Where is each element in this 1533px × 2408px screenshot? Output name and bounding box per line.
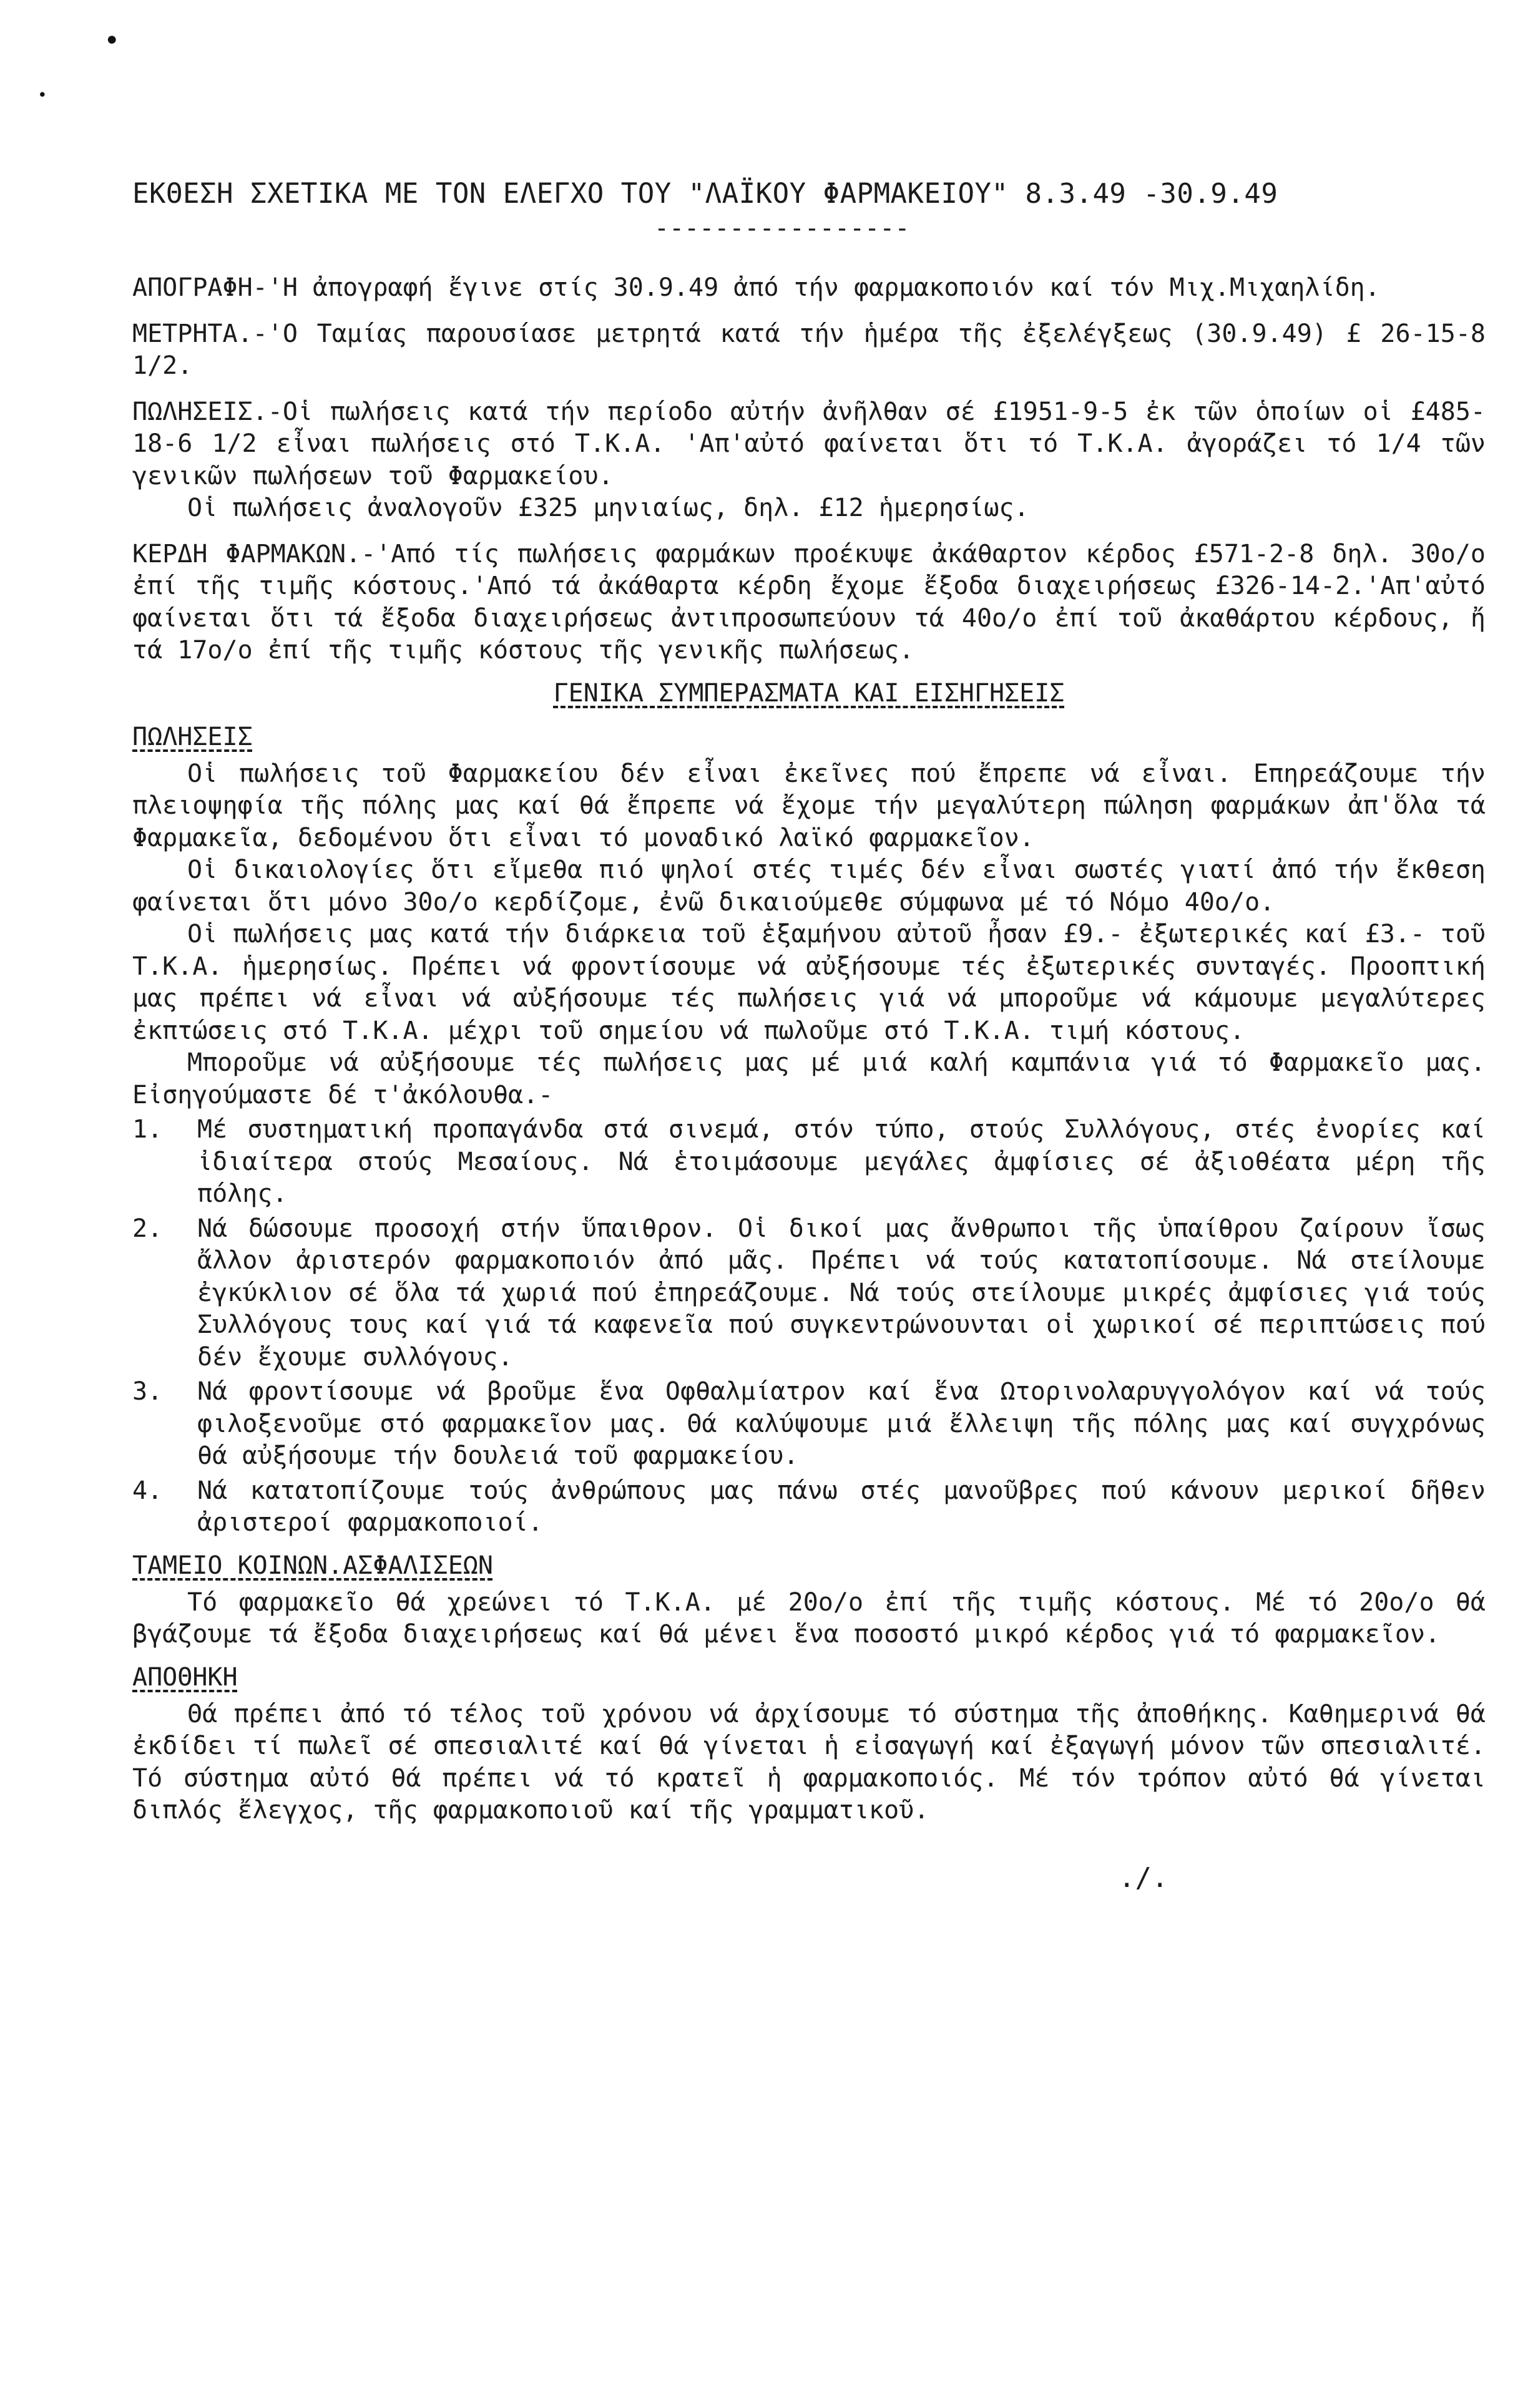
recommendation-number: 1. — [132, 1115, 163, 1144]
document-page — [132, 176, 1486, 1897]
profit-paragraph: ΚΕΡΔΗ ΦΑΡΜΑΚΩΝ.-'Από τίς πωλήσεις φαρμάκων προέκυψε ἀκάθαρτον κέρδος £571-2-8 δηλ. 30ο/ο ἐπί τῆς τιμῆς κόστους.'Από τά ἀκάθαρτα κέρδη ἔχομε ἔξοδα διαχειρήσεως £326-14-2.'Απ'αὐτό φαίνεται ὅτι τά ἔξοδα διαχειρήσεως ἀντιπροσωπεύουν τά 40ο/ο ἐπί τοῦ ἀκαθάρτου κέρδους, ἤ τά 17ο/ο ἐπί τῆς τιμῆς κόστους τῆς γενικῆς πωλήσεως. — [132, 539, 1486, 665]
sales-summary-paragraph: ΠΩΛΗΣΕΙΣ.-Οἱ πωλήσεις κατά τήν περίοδο αὐτήν ἀνῆλθαν σέ £1951-9-5 ἐκ τῶν ὁποίων οἱ £485-18-6 1/2 εἶναι πωλήσεις στό Τ.Κ.Α. 'Απ'αὐτό φαίνεται ὅτι τό Τ.Κ.Α. ἀγοράζει τό 1/4 τῶν γενικῶν πωλήσεων τοῦ Φαρμακείου. — [132, 397, 1486, 490]
recommendation-text: Μέ συστηματική προπαγάνδα στά σινεμά, στόν τύπο, στούς Συλλόγους, στές ἐνορίες καί ἰδιαίτερα στούς Μεσαίους. Νά ἑτοιμάσουμε μεγάλες ἀμφίσιες σέ ἀξιοθέατα μέρη τῆς πόλης. — [197, 1115, 1486, 1208]
cash-paragraph: ΜΕΤΡΗΤΑ.-'Ο Ταμίας παρουσίασε μετρητά κατά τήν ἡμέρα τῆς ἐξελέγξεως (30.9.49) £ 26-15-8 1/2. — [132, 319, 1486, 380]
inventory-paragraph: ΑΠΟΓΡΑΦΗ-'Η ἀπογραφή ἔγινε στίς 30.9.49 ἀπό τήν φαρμακοποιόν καί τόν Μιχ.Μιχαηλίδη. — [132, 273, 1380, 302]
document-title: ΕΚΘΕΣΗ ΣΧΕΤΙΚΑ ΜΕ ΤΟΝ ΕΛΕΓΧΟ ΤΟΥ "ΛΑΪΚΟΥ ΦΑΡΜΑΚΕΙΟΥ" 8.3.49 -30.9.49 — [132, 178, 1278, 210]
recommendation-text: Νά κατατοπίζουμε τούς ἀνθρώπους μας πάνω στές μανοῦβρες πού κάνουν μερικοί δῆθεν ἀριστεροί φαρμακοποιοί. — [197, 1476, 1486, 1537]
recommendation-item — [132, 1376, 1486, 1473]
sales-heading: ΠΩΛΗΣΕΙΣ — [132, 722, 253, 751]
recommendation-item — [132, 1213, 1486, 1374]
sales-paragraph: Οἱ δικαιολογίες ὅτι εἴμεθα πιό ψηλοί στές τιμές δέν εἶναι σωστές γιατί ἀπό τήν ἔκθεση φαίνεται ὅτι μόνο 30ο/ο κερδίζομε, ἐνῶ δικαιούμεθε σύμφωνα μέ τό Νόμο 40ο/ο. — [132, 855, 1486, 917]
sales-paragraph: Οἱ πωλήσεις μας κατά τήν διάρκεια τοῦ ἑξαμήνου αὐτοῦ ἦσαν £9.- ἐξωτερικές καί £3.- τοῦ Τ.Κ.Α. ἡμερησίως. Πρέπει νά φροντίσουμε νά αὐξήσουμε τές ἐξωτερικές συνταγές. Προοπτική μας πρέπει νά εἶναι νά αὐξήσουμε τές πωλήσεις γιά νά μποροῦμε νά κάμουμε μεγαλύτερες ἐκπτώσεις στό Τ.Κ.Α. μέχρι τοῦ σημείου νά πωλοῦμε στό Τ.Κ.Α. τιμή κόστους. — [132, 920, 1486, 1045]
title-underline: ----------------- — [654, 214, 910, 243]
recommendation-item — [132, 1114, 1486, 1211]
recommendation-text: Νά φροντίσουμε νά βροῦμε ἕνα Οφθαλμίατρον καί ἕνα Ωτορινολαρυγγολόγον καί νά τούς φιλοξενοῦμε στό φαρμακεῖον μας. Θά καλύψουμε μιά ἔλλειψη τῆς πόλης μας καί συγχρόνως θά αὐξήσουμε τήν δουλειά τοῦ φαρμακείου. — [197, 1377, 1486, 1470]
sales-paragraph: Οἱ πωλήσεις τοῦ Φαρμακείου δέν εἶναι ἐκεῖνες πού ἔπρεπε νά εἶναι. Επηρεάζουμε τήν πλειοψηφία τῆς πόλης μας καί θά ἔπρεπε νά ἔχομε τήν μεγαλύτερη πώληση φαρμάκων ἀπ'ὅλα τά Φαρμακεῖα, δεδομένου ὅτι εἶναι τό μοναδικό λαϊκό φαρμακεῖον. — [132, 759, 1486, 852]
recommendation-number: 3. — [132, 1377, 163, 1406]
closing-mark: ./. — [1119, 1861, 1168, 1894]
margin-dot: • — [37, 86, 47, 105]
margin-dot: • — [104, 25, 120, 57]
recommendations-list — [132, 1114, 1486, 1539]
sales-paragraph: Μποροῦμε νά αὐξήσουμε τές πωλήσεις μας μέ μιά καλή καμπάνια γιά τό Φαρμακεῖο μας. Εἰσηγούμαστε δέ τ'ἀκόλουθα.- — [132, 1048, 1486, 1109]
recommendation-number: 2. — [132, 1214, 163, 1243]
recommendation-item — [132, 1475, 1486, 1539]
recommendation-number: 4. — [132, 1476, 163, 1505]
warehouse-heading: ΑΠΟΘΗΚΗ — [132, 1662, 238, 1692]
insurance-fund-heading: ΤΑΜΕΙΟ ΚΟΙΝΩΝ.ΑΣΦΑΛΙΣΕΩΝ — [132, 1551, 493, 1580]
sales-average-paragraph: Οἱ πωλήσεις ἀναλογοῦν £325 μηνιαίως, δηλ. £12 ἡμερησίως. — [187, 494, 1029, 522]
recommendation-text: Νά δώσουμε προσοχή στήν ὕπαιθρον. Οἱ δικοί μας ἄνθρωποι τῆς ὑπαίθρου ζαίρουν ἴσως ἄλλον ἀριστερόν φαρμακοποιόν ἀπό μᾶς. Πρέπει νά τούς κατατοπίσουμε. Νά στείλουμε ἐγκύκλιον σέ ὅλα τά χωριά πού ἐπηρεάζουμε. Νά τούς στείλουμε μικρές ἀμφίσιες γιά τούς Συλλόγους τους καί γιά τά καφενεῖα πού συγκεντρώνουνται οἱ χωρικοί σέ περιπτώσεις πού δέν ἔχουμε συλλόγους. — [197, 1214, 1486, 1372]
warehouse-paragraph: Θά πρέπει ἀπό τό τέλος τοῦ χρόνου νά ἀρχίσουμε τό σύστημα τῆς ἀποθήκης. Καθημερινά θά ἐκδίδει τί πωλεῖ σέ σπεσιαλιτέ καί θά γίνεται ἡ εἰσαγωγή καί ἐξαγωγή μόνον τῶν σπεσιαλιτέ. Τό σύστημα αὐτό θά πρέπει νά τό κρατεῖ ἡ φαρμακοποιός. Μέ τόν τρόπον αὐτό θά γίνεται διπλός ἔλεγχος, τῆς φαρμακοποιοῦ καί τῆς γραμματικοῦ. — [132, 1699, 1486, 1825]
general-conclusions-heading: ΓΕΝΙΚΑ ΣΥΜΠΕΡΑΣΜΑΤΑ ΚΑΙ ΕΙΣΗΓΗΣΕΙΣ — [553, 678, 1065, 708]
insurance-fund-paragraph: Τό φαρμακεῖο θά χρεώνει τό Τ.Κ.Α. μέ 20ο/ο ἐπί τῆς τιμῆς κόστους. Μέ τό 20ο/ο θά βγάζουμε τά ἔξοδα διαχειρήσεως καί θά μένει ἕνα ποσοστό μικρό κέρδος γιά τό φαρμακεῖον. — [132, 1587, 1486, 1649]
